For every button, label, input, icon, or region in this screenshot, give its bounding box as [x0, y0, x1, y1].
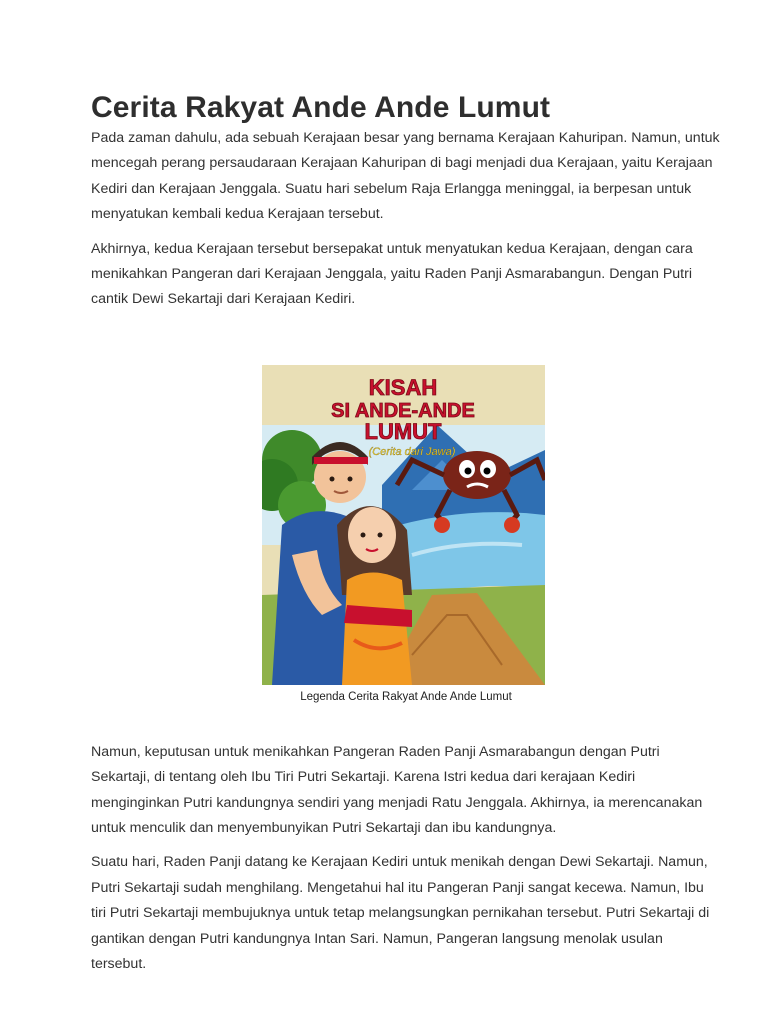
paragraph-4: Suatu hari, Raden Panji datang ke Kerajaan Kediri untuk menikah dengan Dewi Sekartaji. Namun, Putri Sekartaji sudah menghilang. Mengetahui hal itu Pangeran Panji sangat kecewa. Namun, Ibu tiri Putri Sekartaji membujuknya untuk tetap melangsungkan pernikahan tersebut. Putri Sekartaji di gantikan dengan Putri kandungnya Intan Sari. Namun, Pangeran langsung menolak usulan tersebut. — [91, 854, 710, 973]
figure-caption: Legenda Cerita Rakyat Ande Ande Lumut — [300, 690, 512, 703]
book-cover-image — [262, 365, 545, 685]
article-figure — [91, 365, 721, 711]
woman-figure — [337, 506, 412, 685]
paragraph-1: Pada zaman dahulu, ada sebuah Kerajaan besar yang bernama Kerajaan Kahuripan. Namun, untuk mencegah perang persaudaraan Kerajaan Kahuripan di bagi menjadi dua Kerajaan, yaitu Kerajaan Kediri dan Kerajaan Jenggala. Suatu hari sebelum Raja Erlangga meninggal, ia berpesan untuk menyatukan kembali kedua Kerajaan tersebut. — [91, 130, 720, 223]
article-title: Cerita Rakyat Ande Ande Lumut — [91, 91, 551, 124]
paragraph-3: Namun, keputusan untuk menikahkan Pangeran Raden Panji Asmarabangun dengan Putri Sekartaji, di tentang oleh Ibu Tiri Putri Sekartaji. Karena Istri kedua dari kerajaan Kediri menginginkan Putri kandungnya sendiri yang menjadi Ratu Jenggala. Akhirnya, ia merencanakan untuk menculik dan menyembunyikan Putri Sekartaji dan ibu kandungnya. — [91, 743, 703, 837]
cover-title-line3: LUMUT — [364, 418, 442, 444]
paragraph-2: Akhirnya, kedua Kerajaan tersebut bersepakat untuk menyatukan kedua Kerajaan, dengan cara menikahkan Pangeran dari Kerajaan Jenggala, yaitu Raden Panji Asmarabangun. Dengan Putri cantik Dewi Sekartaji dari Kerajaan Kediri. — [91, 240, 693, 308]
cover-illustration — [262, 365, 545, 685]
cover-title-line2: SI ANDE-ANDE — [331, 399, 475, 422]
cover-title-line1: KISAH — [368, 374, 438, 400]
article — [91, 90, 721, 978]
cover-subtitle: (Cerita dari Jawa) — [368, 445, 456, 458]
